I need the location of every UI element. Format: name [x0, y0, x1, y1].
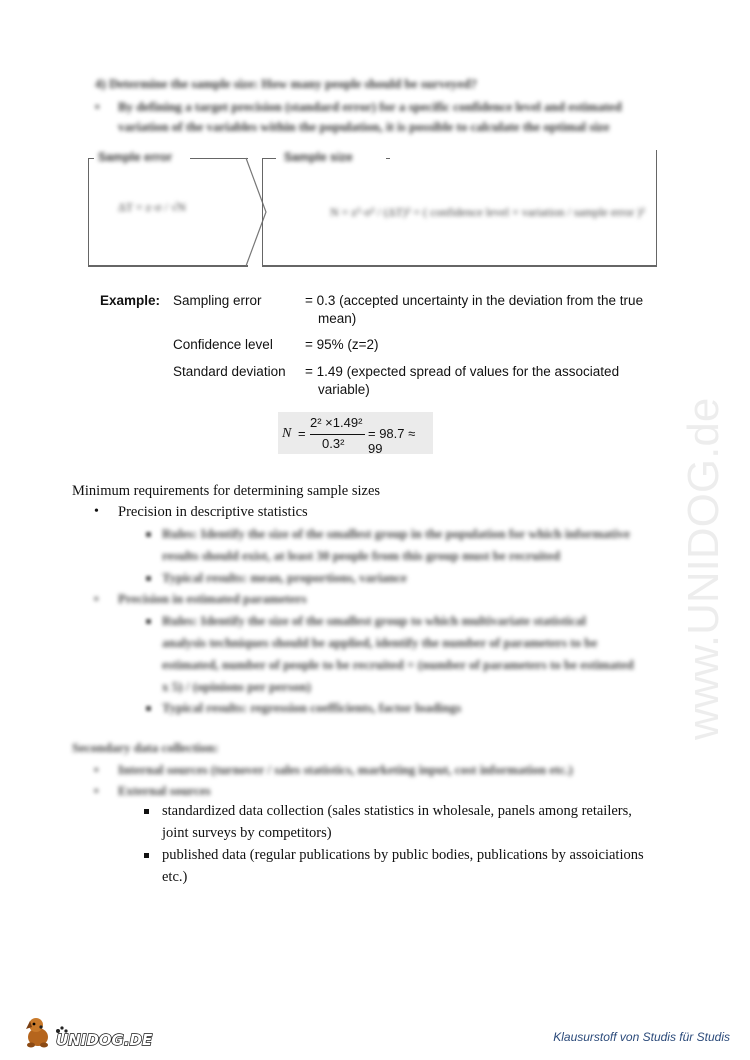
divider — [88, 265, 248, 267]
list-item: results should exist, at least 30 people from this group must be recruited — [162, 548, 561, 563]
example-row-value: = 0.3 (accepted uncertainty in the deviation from the true — [305, 293, 644, 308]
list-item: Internal sources (turnover / sales statistics, marketing input, cost information etc.) — [118, 762, 573, 777]
list-item: published data (regular publications by public bodies, publications by assoiciations — [162, 847, 644, 863]
box-title: Sample error — [98, 150, 173, 164]
body-text-line: By defining a target precision (standard error) for a specific confidence level and estimated — [118, 99, 622, 114]
watermark-text: www.UNIDOG.de — [679, 397, 728, 740]
bullet-marker: • — [95, 99, 100, 114]
list-item: External sources — [118, 783, 211, 798]
bullet-marker: • — [94, 591, 99, 606]
bullet-marker — [146, 532, 151, 537]
divider — [262, 158, 276, 159]
footer-tagline: Klausurstoff von Studis für Studis — [553, 1030, 730, 1044]
brand-logo[interactable] — [22, 1015, 162, 1056]
example-row-name: Confidence level — [173, 337, 273, 352]
example-label: Example: — [100, 293, 161, 308]
bullet-marker — [146, 619, 151, 624]
list-item: Precision in descriptive statistics — [118, 504, 308, 520]
sample-size-calculation — [278, 412, 433, 454]
formula-result: = 98.7 ≈ 99 — [368, 426, 416, 456]
list-item: etc.) — [162, 869, 188, 885]
formula-equals: = — [298, 426, 306, 441]
bullet-marker — [144, 809, 149, 814]
section-heading-secondary-data: Secondary data collection: — [72, 740, 219, 755]
watermark — [660, 260, 740, 760]
divider — [656, 150, 657, 267]
list-item: Typical results: regression coefficients, factor loadings — [162, 700, 462, 715]
list-item: Typical results: mean, proportions, variance — [162, 570, 407, 585]
example-row-value-cont: variable) — [318, 382, 370, 397]
fraction-bar — [310, 434, 365, 435]
bullet-marker — [144, 853, 149, 858]
list-item: Precision in estimated parameters — [118, 591, 307, 606]
body-text-line: variation of the variables within the population, it is possible to calculate the optimal size — [118, 119, 610, 134]
brand-text: UNIDOG.DE — [56, 1031, 153, 1049]
divider — [88, 158, 89, 266]
example-row-value-cont: mean) — [318, 311, 357, 326]
divider — [262, 158, 263, 266]
example-row-name: Standard deviation — [173, 364, 286, 379]
list-item: standardized data collection (sales statistics in wholesale, panels among retailers, — [162, 803, 632, 819]
section-heading-sample-size: 4) Determine the sample size: How many people should be surveyed? — [95, 76, 478, 91]
list-item: estimated, number of people to be recruited = (number of parameters to be estimated — [162, 657, 634, 672]
bullet-marker: • — [94, 783, 99, 798]
section-heading-minimum-requirements: Minimum requirements for determining sample sizes — [72, 483, 381, 499]
list-item: x 5) / (opinions per person) — [162, 679, 311, 694]
example-row-value: = 1.49 (expected spread of values for the associated — [305, 364, 620, 379]
sample-size-formula: N = z²·σ² / (ΔT)² = ( confidence level × variation / sample error )² — [330, 205, 645, 219]
list-item: analysis techniques should be applied, identify the number of parameters to be — [162, 635, 598, 650]
dog-logo-icon — [22, 1015, 162, 1051]
list-item: joint surveys by competitors) — [162, 825, 332, 841]
bullet-marker: • — [94, 762, 99, 777]
example-row-name: Sampling error — [173, 293, 262, 308]
formula-numerator: 2² ×1.49² — [310, 415, 363, 430]
list-item: Rules: Identify the size of the smallest group to which multivariate statistical — [162, 613, 587, 628]
sample-error-formula: ΔT = z·σ / √N — [118, 200, 186, 214]
divider — [386, 158, 390, 159]
bullet-marker — [146, 576, 151, 581]
example-row-value: = 95% (z=2) — [305, 337, 379, 352]
bullet-marker — [146, 706, 151, 711]
arrow-chevron-icon — [240, 156, 270, 268]
bullet-marker: • — [94, 504, 99, 519]
box-title: Sample size — [284, 150, 353, 164]
formula-lhs: N — [282, 426, 292, 441]
formula-denominator: 0.3² — [322, 436, 345, 451]
list-item: Rules: Identify the size of the smallest group in the population for which informative — [162, 526, 630, 541]
divider — [262, 265, 657, 267]
